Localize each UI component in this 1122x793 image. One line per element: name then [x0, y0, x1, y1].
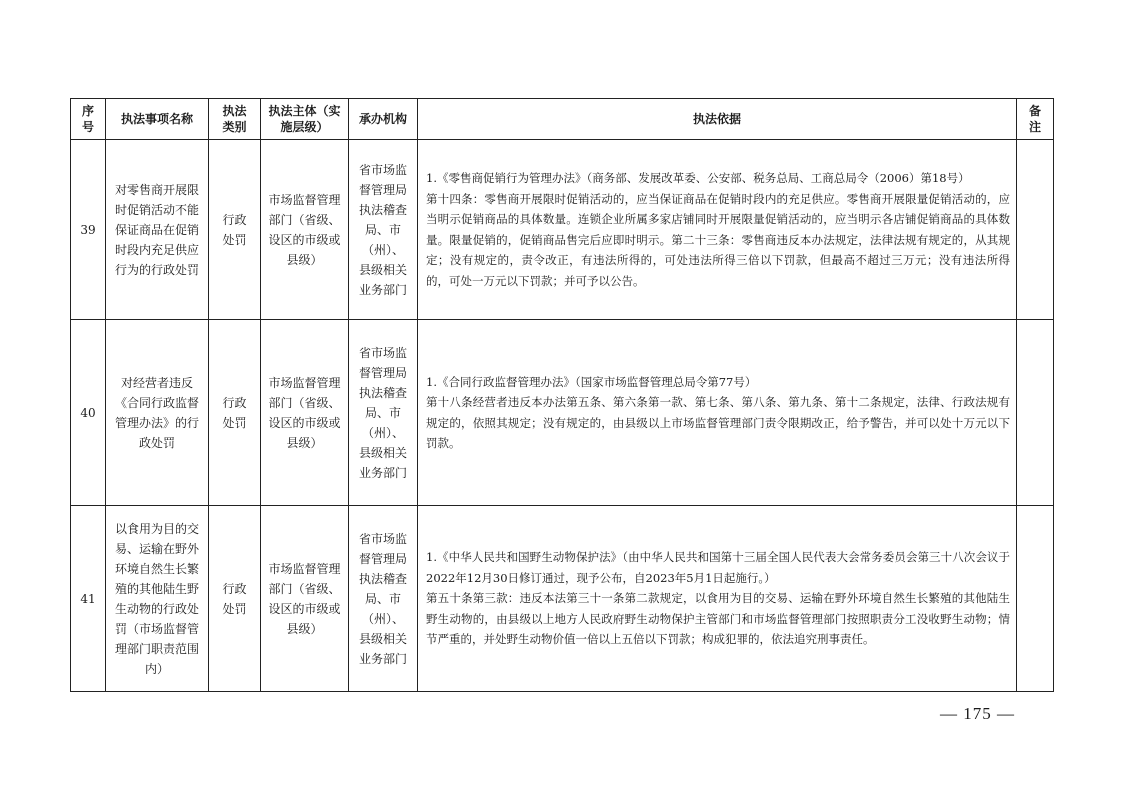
basis-article: 第十八条经营者违反本办法第五条、第六条第一款、第七条、第八条、第九条、第十二条规定，法律、行政法规有规定的，依照其规定；没有规定的，由县级以上市场监督管理部门责令限期改正，给予警告，并可以处十万元以下罚款。 [426, 395, 1010, 450]
header-seq: 序号 [71, 99, 106, 140]
row-name: 以食用为目的交易、运输在野外环境自然生长繁殖的其他陆生野生动物的行政处罚（市场监督管理部门职责范围内） [106, 506, 209, 692]
row-remark [1017, 140, 1054, 320]
row-basis [418, 140, 1017, 320]
row-category: 行政处罚 [209, 506, 261, 692]
header-remark: 备注 [1017, 99, 1054, 140]
row-basis [418, 506, 1017, 692]
row-category: 行政处罚 [209, 140, 261, 320]
basis-article: 第十四条：零售商开展限时促销活动的，应当保证商品在促销时段内的充足供应。零售商开展限量促销活动的，应当明示促销商品的具体数量。连锁企业所属多家店铺同时开展限量促销活动的，应当明示各店铺促销商品的具体数量。限量促销的，促销商品售完后应即时明示。第二十三条：零售商违反本办法规定，法律法规有规定的，从其规定；没有规定的，责令改正，有违法所得的，可处违法所得三倍以下罚款，但最高不超过三万元；没有违法所得的，可处一万元以下罚款；并可予以公告。 [426, 191, 1010, 288]
header-agency: 承办机构 [349, 99, 418, 140]
row-agency: 省市场监督管理局执法稽查局、市（州）、县级相关业务部门 [349, 320, 418, 506]
basis-source: 1.《合同行政监督管理办法》（国家市场监督管理总局令第77号） [426, 374, 757, 389]
row-subject: 市场监督管理部门（省级、设区的市级或县级） [261, 506, 349, 692]
row-category: 行政处罚 [209, 320, 261, 506]
row-subject: 市场监督管理部门（省级、设区的市级或县级） [261, 140, 349, 320]
row-agency: 省市场监督管理局执法稽查局、市（州）、县级相关业务部门 [349, 506, 418, 692]
table-header-row [71, 99, 1054, 140]
table-row [71, 320, 1054, 506]
table-row [71, 506, 1054, 692]
row-name: 对经营者违反《合同行政监督管理办法》的行政处罚 [106, 320, 209, 506]
basis-source: 1.《零售商促销行为管理办法》（商务部、发展改革委、公安部、税务总局、工商总局令（2006）第18号） [426, 171, 970, 185]
row-seq: 40 [71, 320, 106, 506]
row-seq: 39 [71, 140, 106, 320]
row-name: 对零售商开展限时促销活动不能保证商品在促销时段内充足供应行为的行政处罚 [106, 140, 209, 320]
header-subject: 执法主体（实施层级） [261, 99, 349, 140]
row-remark [1017, 320, 1054, 506]
basis-source: 1.《中华人民共和国野生动物保护法》（由中华人民共和国第十三届全国人民代表大会常务委员会第三十八次会议于2022年12月30日修订通过，现予公布，自2023年5月1日起施行。） [426, 550, 1010, 585]
basis-article: 第五十条第三款：违反本法第三十一条第二款规定，以食用为目的交易、运输在野外环境自然生长繁殖的其他陆生野生动物的，由县级以上地方人民政府野生动物保护主管部门和市场监督管理部门按照职责分工没收野生动物；情节严重的，并处野生动物价值一倍以上五倍以下罚款；构成犯罪的，依法追究刑事责任。 [426, 591, 1010, 647]
table-row [71, 140, 1054, 320]
row-subject: 市场监督管理部门（省级、设区的市级或县级） [261, 320, 349, 506]
row-agency: 省市场监督管理局执法稽查局、市（州）、县级相关业务部门 [349, 140, 418, 320]
page-number: — 175 — [940, 704, 1015, 723]
header-category: 执法类别 [209, 99, 261, 140]
enforcement-table [70, 98, 1054, 692]
row-seq: 41 [71, 506, 106, 692]
header-name: 执法事项名称 [106, 99, 209, 140]
row-basis [418, 320, 1017, 506]
header-basis: 执法依据 [418, 99, 1017, 140]
row-remark [1017, 506, 1054, 692]
